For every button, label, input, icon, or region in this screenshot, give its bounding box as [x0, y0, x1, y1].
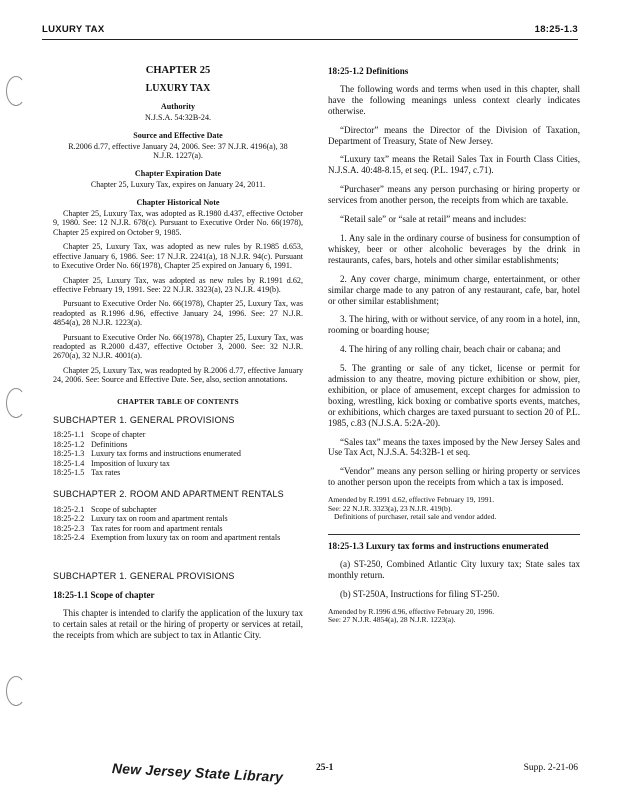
definition-retail-sale: “Retail sale” or “sale at retail” means and includes: [340, 214, 527, 225]
toc-entry[interactable] [53, 468, 303, 477]
definition-sales-tax: “Sales tax” means the taxes imposed by the New Jersey Sales and Use Tax Act, N.J.S.A. 54:32B-1 et seq. [328, 436, 580, 458]
supplement-date: Supp. 2-21-06 [523, 763, 578, 773]
form-item-a: (a) ST-250, Combined Atlantic City luxury tax; State sales tax monthly return. [328, 558, 580, 580]
subchapter-1-heading: SUBCHAPTER 1. GENERAL PROVISIONS [53, 571, 235, 582]
page-number: 25-1 [316, 763, 334, 773]
definition-luxury-tax: “Luxury tax” means the Retail Sales Tax in Fourth Class Cities, N.J.S.A. 40:48-8.15, et seq. (P.L. 1947, c.71). [328, 154, 580, 176]
running-head [42, 24, 578, 35]
chapter-title: LUXURY TAX [145, 83, 211, 95]
toc-entry-title: Luxury tax on room and apartment rentals [91, 514, 228, 524]
toc-subchapter-2-heading: SUBCHAPTER 2. ROOM AND APARTMENT RENTALS [53, 489, 284, 500]
amendment-description: Definitions of purchaser, retail sale and vendor added. [334, 512, 497, 522]
toc-entry-title: Definitions [91, 439, 128, 449]
history-note: Pursuant to Executive Order No. 66(1978), Chapter 25, Luxury Tax, was readopted as R.2000 d.437, effective October 3, 2000. See: 32 N.J.R. 2670(a), 32 N.J.R. 4001(a). [53, 332, 303, 361]
history-note: Chapter 25, Luxury Tax, was adopted as new rules by R.1985 d.653, effective January 6, 1986. See: 17 N.J.R. 2241(a), 18 N.J.R. 94(c). Pursuant to Executive Order No. 66(1978), Chapter 25 expired on January 6, 1991. [53, 242, 303, 271]
toc-entry-number: 18:25-2.1 [53, 504, 85, 514]
history-note: Chapter 25, Luxury Tax, was adopted as R.1980 d.437, effective October 9, 1980. See: 12 N.J.R. 678(c). Pursuant to Executive Order No. 66(1978), Chapter 25 expired on October 9, 1985. [53, 209, 303, 237]
toc-entry-title: Scope of chapter [91, 430, 146, 440]
toc-entry[interactable] [53, 514, 303, 523]
toc-entry[interactable] [53, 524, 303, 533]
toc-subchapter-2-list [53, 505, 303, 543]
retail-sale-item: 2. Any cover charge, minimum charge, entertainment, or other similar charge made to any patron of any restaurant, cafe, bar, hotel or other similar establishment; [328, 273, 580, 306]
running-head-title: LUXURY TAX [42, 24, 105, 35]
section-1-3-heading: 18:25-1.3 Luxury tax forms and instructions enumerated [328, 540, 549, 551]
chapter-number: CHAPTER 25 [145, 65, 211, 76]
toc-entry-number: 18:25-1.3 [53, 449, 85, 459]
retail-sale-item: 3. The hiring, with or without service, of any room in a hotel, inn, rooming or boarding house; [328, 314, 580, 336]
section-1-2-heading: 18:25-1.2 Definitions [328, 66, 409, 76]
toc-entry-title: Imposition of luxury tax [91, 458, 170, 468]
history-note: Chapter 25, Luxury Tax, was readopted by R.2006 d.77, effective January 24, 2006. See: Source and Effective Date. See, also, section annotations. [53, 365, 303, 385]
toc-entry[interactable] [53, 459, 303, 468]
binder-hole-middle [6, 388, 26, 418]
section-divider [328, 534, 580, 535]
toc-entry-number: 18:25-1.5 [53, 468, 85, 477]
retail-sale-item: 4. The hiring of any rolling chair, beach chair or cabana; and [340, 344, 561, 355]
section-1-1-heading: 18:25-1.1 Scope of chapter [53, 589, 155, 600]
definition-director: “Director” means the Director of the Division of Taxation, Department of Treasury, State of New Jersey. [328, 124, 580, 146]
amendment-citation: See: 22 N.J.R. 3323(a), 23 N.J.R. 419(b). [328, 503, 453, 513]
history-note: Pursuant to Executive Order No. 66(1978), Chapter 25, Luxury Tax, was readopted as R.1996 d.96, effective January 24, 1996. See: 27 N.J.R. 4854(a), 28 N.J.R. 1223(a). [53, 299, 303, 328]
toc-entry-title: Luxury tax forms and instructions enumerated [91, 449, 241, 459]
binder-hole-bottom [6, 676, 26, 706]
source-text: R.2006 d.77, effective January 24, 2006. See: 37 N.J.R. 4196(a), 38 N.J.R. 1227(a). [68, 142, 288, 161]
toc-entry-title: Scope of subchapter [91, 504, 157, 514]
toc-entry[interactable] [53, 440, 303, 449]
source-heading: Source and Effective Date [133, 130, 223, 140]
toc-entry-number: 18:25-1.2 [53, 439, 85, 449]
expiration-heading: Chapter Expiration Date [134, 168, 222, 178]
toc-entry[interactable] [53, 505, 303, 514]
amendment-note: Amended by R.1991 d.62, effective February 19, 1991. [328, 495, 495, 505]
amendment-note: Amended by R.1996 d.96, effective February 20, 1996. [328, 606, 495, 616]
toc-entry-number: 18:25-2.2 [53, 514, 85, 524]
left-column [53, 66, 303, 641]
toc-entry-number: 18:25-2.4 [53, 533, 85, 543]
authority-heading: Authority [160, 101, 196, 111]
toc-entry-title: Tax rates for room and apartment rentals [91, 523, 223, 533]
section-1-1-text: This chapter is intended to clarify the application of the luxury tax to certain sales at retail or the hiring of property or services at retail, the receipts from which are subject to tax in Atlantic City. [53, 608, 303, 641]
toc-subchapter-1-heading: SUBCHAPTER 1. GENERAL PROVISIONS [53, 414, 235, 425]
toc-entry[interactable] [53, 430, 303, 439]
amendment-citation: See: 27 N.J.R. 4854(a), 28 N.J.R. 1223(a). [328, 615, 456, 625]
definitions-intro: The following words and terms when used in this chapter, shall have the following meanings unless context clearly indicates otherwise. [328, 83, 580, 116]
definition-vendor: “Vendor” means any person selling or hiring property or services to another person upon the receipts from which a tax is imposed. [328, 466, 580, 488]
toc-entry-number: 18:25-1.1 [53, 430, 85, 440]
toc-entry[interactable] [53, 533, 303, 542]
history-note: Chapter 25, Luxury Tax, was adopted as new rules by R.1991 d.62, effective February 19, 1991. See: 22 N.J.R. 3323(a), 23 N.J.R. 419(b). [53, 275, 303, 294]
binder-hole-top [6, 76, 26, 106]
definition-purchaser: “Purchaser” means any person purchasing or hiring property or services from another person, the receipts from which are taxable. [328, 184, 580, 206]
retail-sale-item: 1. Any sale in the ordinary course of business for consumption of whiskey, beer or other alcoholic beverages by the drink in restaurants, cafes, bars, hotels and other similar establishments; [328, 232, 580, 265]
toc-heading: CHAPTER TABLE OF CONTENTS [117, 396, 239, 406]
toc-subchapter-1-list [53, 430, 303, 477]
header-rule [42, 39, 578, 40]
library-stamp: New Jersey State Library [111, 760, 284, 785]
form-item-b: (b) ST-250A, Instructions for filing ST-250. [340, 588, 500, 599]
retail-sale-item: 5. The granting or sale of any ticket, license or permit for admission to any theatre, moving picture exhibition or show, pier, exhibition, or place of amusement, except charges for admission to boxing, wrestling, kick boxing or combative sports events, matches, or exhibitions, which charges are taxed pursuant to section 20 of P.L. 1985, c.83 (N.J.S.A. 5:2A-20). [328, 363, 580, 428]
toc-entry-number: 18:25-2.3 [53, 523, 85, 533]
toc-entry[interactable] [53, 449, 303, 458]
authority-text: N.J.S.A. 54:32B-24. [144, 113, 212, 123]
running-head-section: 18:25-1.3 [534, 24, 578, 35]
toc-entry-title: Exemption from luxury tax on room and apartment rentals [91, 533, 281, 543]
expiration-text: Chapter 25, Luxury Tax, expires on January 24, 2011. [90, 180, 266, 190]
right-column [328, 66, 580, 625]
history-heading: Chapter Historical Note [136, 197, 220, 207]
toc-entry-number: 18:25-1.4 [53, 458, 85, 468]
toc-entry-title: Tax rates [91, 468, 121, 477]
